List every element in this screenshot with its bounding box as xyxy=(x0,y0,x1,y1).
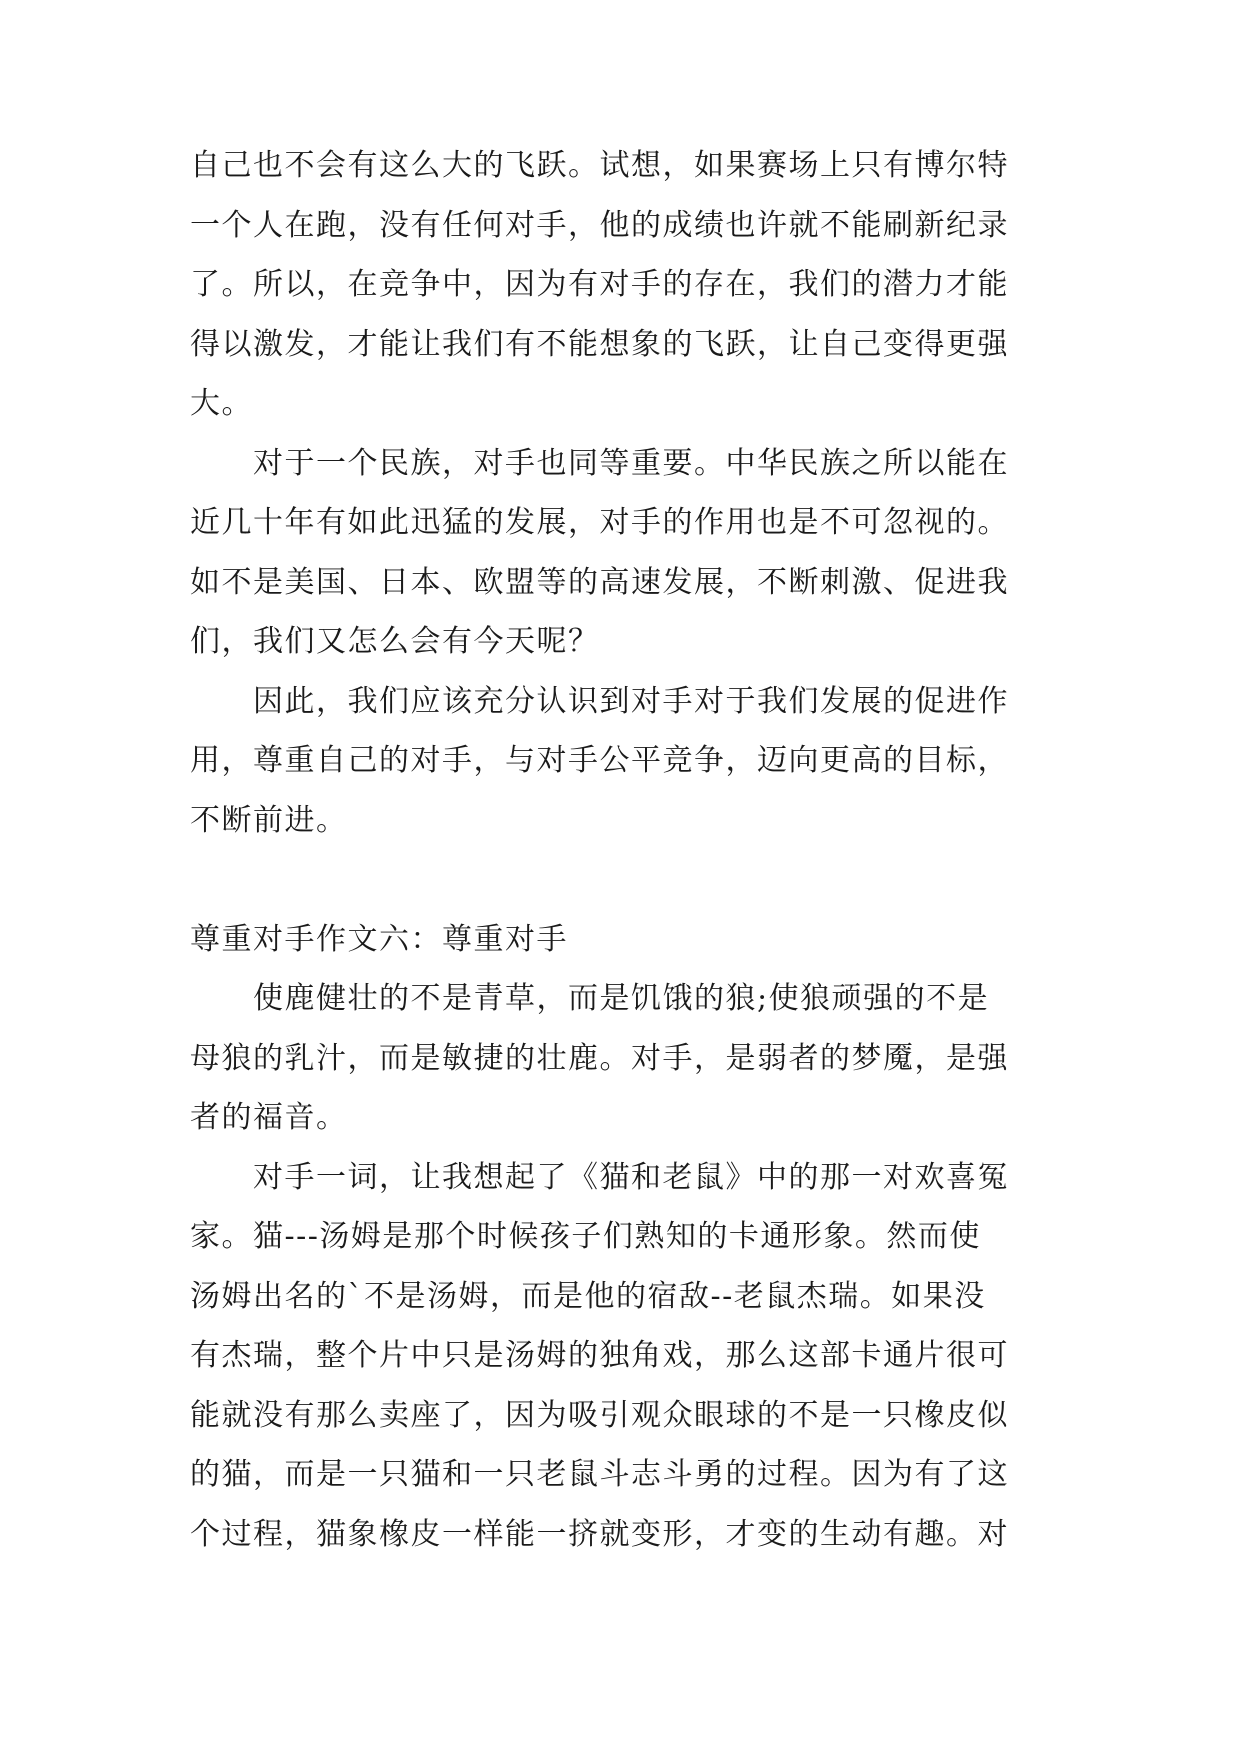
text-line: 不断前进。 xyxy=(190,802,348,838)
text-line: 者的福音。 xyxy=(190,1100,348,1135)
text-line: 自己也不会有这么大的飞跃。试想，如果赛场上只有博尔特 xyxy=(190,148,1009,183)
text-line: 一个人在跑，没有任何对手，他的成绩也许就不能刷新纪录 xyxy=(190,207,1009,243)
text-line: 家。猫---汤姆是那个时候孩子们熟知的卡通形象。然而使 xyxy=(190,1219,981,1254)
text-line: 得以激发，才能让我们有不能想象的飞跃，让自己变得更强 xyxy=(190,326,1009,362)
text-line: 使鹿健壮的不是青草，而是饥饿的狼;使狼顽强的不是 xyxy=(190,981,990,1016)
document-body xyxy=(190,136,1070,1564)
section-heading: 尊重对手作文六：尊重对手 xyxy=(190,921,568,957)
paragraph-spacer xyxy=(190,850,1070,910)
text-line: 汤姆出名的`不是汤姆，而是他的宿敌--老鼠杰瑞。如果没 xyxy=(190,1278,986,1314)
text-line: 母狼的乳汁，而是敏捷的壮鹿。对手，是弱者的梦魇，是强 xyxy=(190,1040,1009,1076)
text-line: 能就没有那么卖座了，因为吸引观众眼球的不是一只橡皮似 xyxy=(190,1397,1009,1433)
text-line: 大。 xyxy=(190,386,253,421)
text-line: 对手一词，让我想起了《猫和老鼠》中的那一对欢喜冤 xyxy=(190,1159,1009,1195)
text-line: 因此，我们应该充分认识到对手对于我们发展的促进作 xyxy=(190,683,1009,719)
text-line: 的猫，而是一只猫和一只老鼠斗志斗勇的过程。因为有了这 xyxy=(190,1457,1009,1492)
text-line: 对于一个民族，对手也同等重要。中华民族之所以能在 xyxy=(190,445,1009,481)
text-line: 了。所以，在竞争中，因为有对手的存在，我们的潜力才能 xyxy=(190,267,1009,302)
text-line: 近几十年有如此迅猛的发展，对手的作用也是不可忽视的。 xyxy=(190,505,1009,540)
text-line: 们，我们又怎么会有今天呢？ xyxy=(190,624,600,659)
text-line: 个过程，猫象橡皮一样能一挤就变形，才变的生动有趣。对 xyxy=(190,1516,1009,1552)
text-line: 有杰瑞，整个片中只是汤姆的独角戏，那么这部卡通片很可 xyxy=(190,1338,1009,1373)
text-line: 如不是美国、日本、欧盟等的高速发展，不断刺激、促进我 xyxy=(190,564,1009,600)
text-line: 用，尊重自己的对手，与对手公平竞争，迈向更高的目标， xyxy=(190,743,1009,778)
